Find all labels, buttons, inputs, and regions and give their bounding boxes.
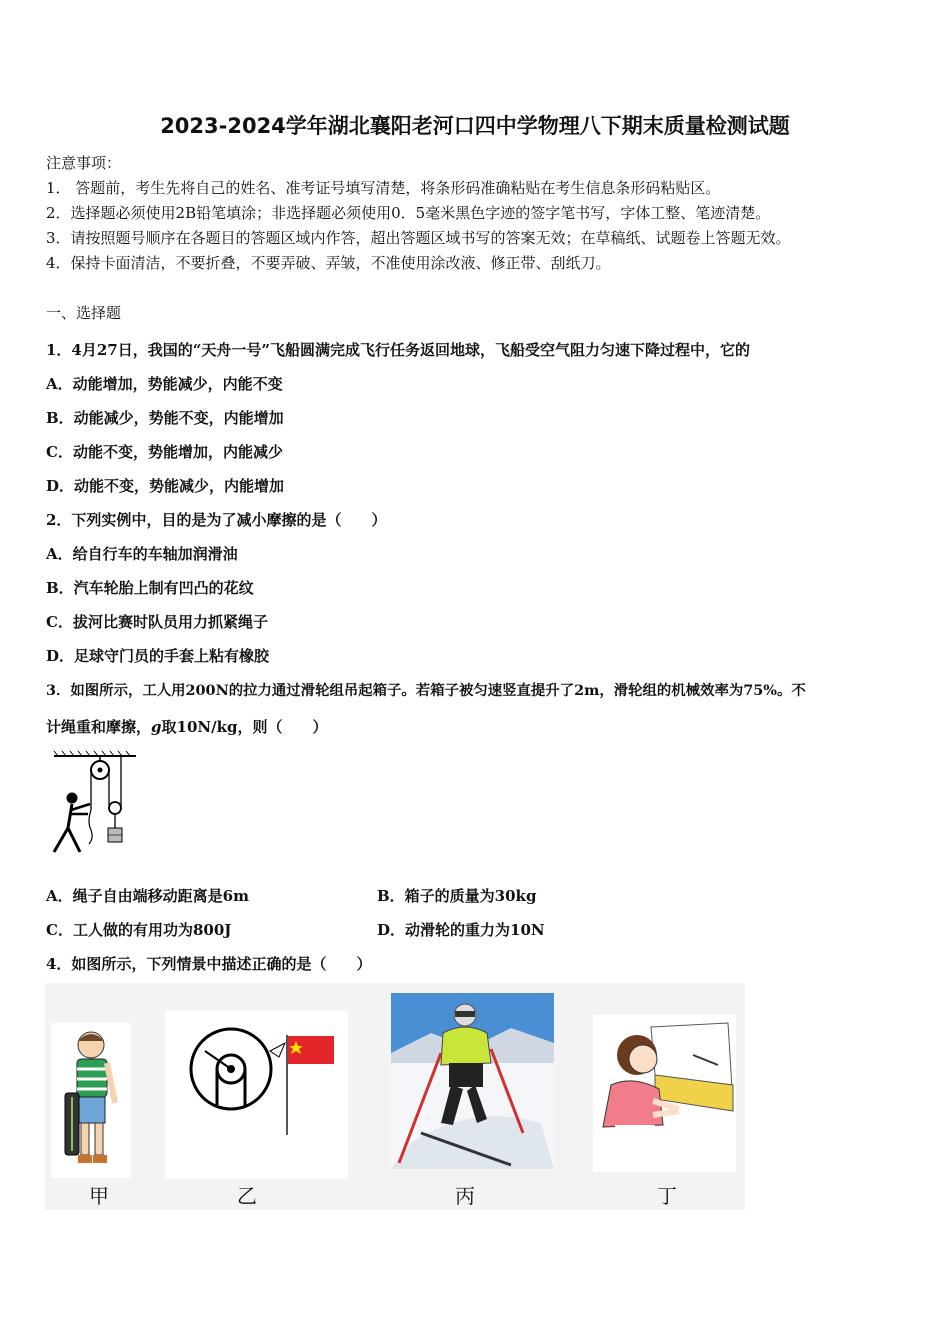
q1-stem: 1．4月27日，我国的“天舟一号”飞船圆满完成飞行任务返回地球，飞船受空气阻力匀速下降过程中，它的 xyxy=(46,341,751,359)
q1-option-d: D．动能不变，势能减少，内能增加 xyxy=(46,477,285,495)
q3-stem-line1: 3．如图所示，工人用200N的拉力通过滑轮组吊起箱子。若箱子被匀速竖直提升了2m，滑轮组的机械效率为75%。不 xyxy=(46,682,806,699)
note-item: 1． 答题前，考生先将自己的姓名、准考证号填写清楚，将条形码准确粘贴在考生信息条形码粘贴区。 xyxy=(46,179,721,197)
q3-option-c: C．工人做的有用功为800J xyxy=(46,921,232,939)
q3-stem-line2: 计绳重和摩擦，g取10N/kg，则（ ） xyxy=(46,718,328,736)
note-item: 3．请按照题号顺序在各题目的答题区域内作答，超出答题区域书写的答案无效；在草稿纸、试题卷上答题无效。 xyxy=(46,229,791,247)
note-item: 2．选择题必须使用2B铅笔填涂；非选择题必须使用0．5毫米黑色字迹的签字笔书写，字体工整、笔迹清楚。 xyxy=(46,204,771,222)
q1-option-b: B．动能减少，势能不变，内能增加 xyxy=(46,409,284,427)
caption-ding: 丁 xyxy=(657,1184,677,1208)
q4-stem: 4．如图所示，下列情景中描述正确的是（ ） xyxy=(46,955,372,973)
q2-option-b: B．汽车轮胎上制有凹凸的花纹 xyxy=(46,579,254,597)
caption-jia: 甲 xyxy=(89,1184,109,1208)
section-heading: 一、选择题 xyxy=(46,304,122,322)
q1-option-a: A．动能增加，势能减少，内能不变 xyxy=(46,375,283,393)
figure-boy xyxy=(51,1023,131,1178)
q2-stem: 2．下列实例中，目的是为了减小摩擦的是（ ） xyxy=(46,511,387,529)
page-title: 2023-2024学年湖北襄阳老河口四中学物理八下期末质量检测试题 xyxy=(160,114,790,138)
caption-bing: 丙 xyxy=(455,1184,475,1208)
q3-option-d: D．动滑轮的重力为10N xyxy=(377,921,545,939)
note-item: 4．保持卡面清洁，不要折叠，不要弄破、弄皱，不准使用涂改液、修正带、刮纸刀。 xyxy=(46,254,611,272)
notes-heading: 注意事项： xyxy=(46,154,122,172)
q3-option-a: A．绳子自由端移动距离是6m xyxy=(46,887,249,905)
q3-option-b: B．箱子的质量为30kg xyxy=(377,887,537,905)
q4-figure-strip xyxy=(45,983,745,1210)
figure-skier xyxy=(391,993,554,1169)
figure-flag-pulley xyxy=(165,1011,348,1179)
q2-option-c: C．拔河比赛时队员用力抓紧绳子 xyxy=(46,613,268,631)
q1-option-c: C．动能不变，势能增加，内能减少 xyxy=(46,443,283,461)
caption-yi: 乙 xyxy=(237,1184,257,1208)
pulley-figure xyxy=(46,748,141,860)
q2-option-d: D．足球守门员的手套上粘有橡胶 xyxy=(46,647,270,665)
figure-girl-desk xyxy=(593,1015,736,1172)
q2-option-a: A．给自行车的车轴加润滑油 xyxy=(46,545,238,563)
